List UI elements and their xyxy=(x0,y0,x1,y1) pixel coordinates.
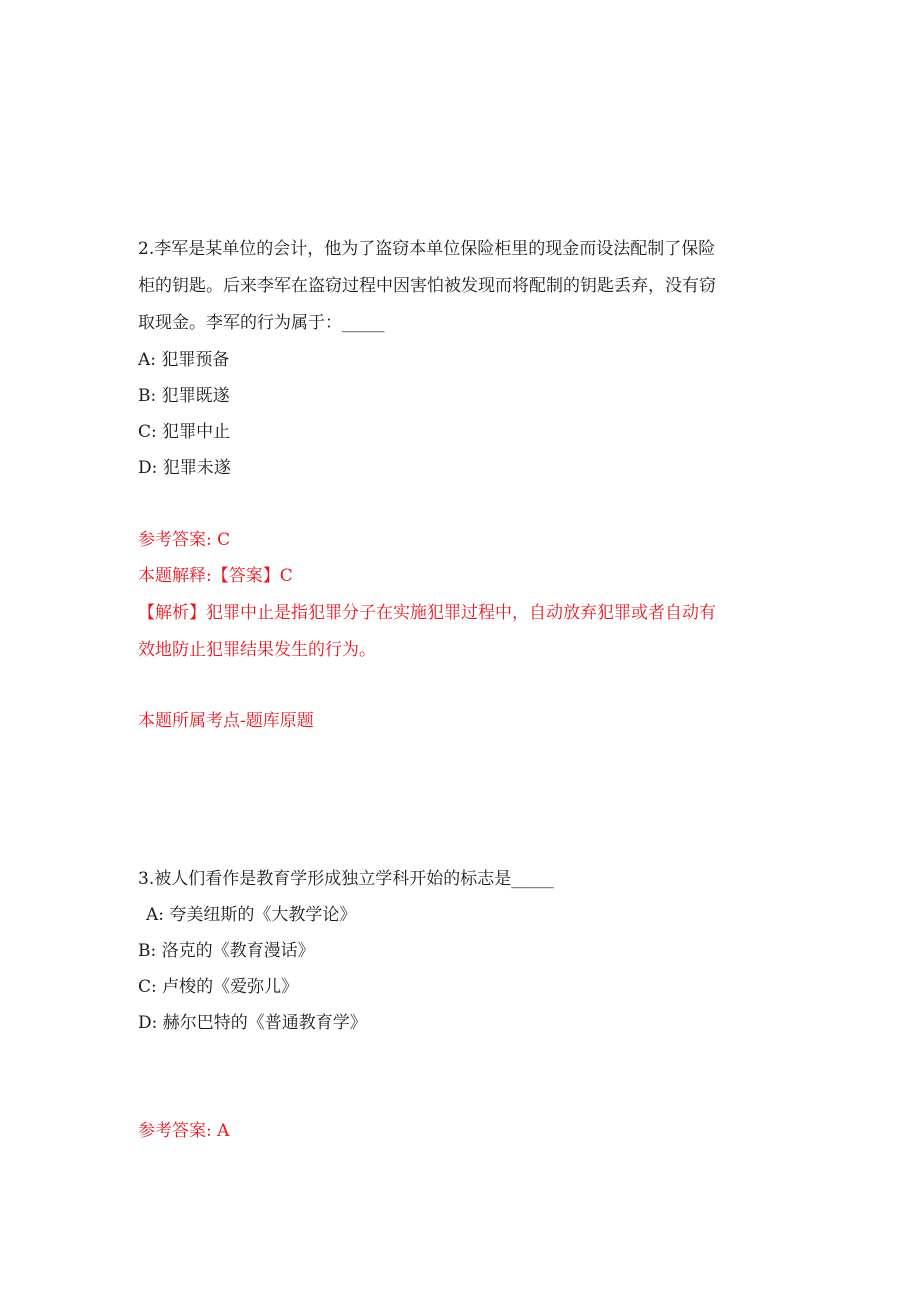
question-2-explanation-line-2: 效地防止犯罪结果发生的行为。 xyxy=(138,640,376,660)
question-3-stem: 3.被人们看作是教育学形成独立学科开始的标志是_____ xyxy=(138,869,554,889)
question-3-option-d: D: 赫尔巴特的《普通教育学》 xyxy=(138,1013,367,1033)
question-2-topic-text: 本题所属考点-题库原题 xyxy=(138,711,314,731)
question-3-answer xyxy=(138,1113,788,1149)
question-2-answer xyxy=(138,522,788,558)
question-2-stem-line-1: 2.李军是某单位的会计，他为了盗窃本单位保险柜里的现金而设法配制了保险 xyxy=(138,239,716,259)
question-2-stem-line-3: 取现金。李军的行为属于：_____ xyxy=(138,313,385,333)
question-2-topic xyxy=(138,703,788,739)
question-2-option-b: B: 犯罪既遂 xyxy=(138,386,230,406)
question-3 xyxy=(138,861,788,1041)
question-3-option-c: C: 卢梭的《爱弥儿》 xyxy=(138,977,299,997)
question-2 xyxy=(138,231,788,486)
question-3-option-b: B: 洛克的《教育漫话》 xyxy=(138,941,315,961)
question-2-option-a: A: 犯罪预备 xyxy=(138,350,230,370)
question-2-explanation-line-1: 【解析】犯罪中止是指犯罪分子在实施犯罪过程中，自动放弃犯罪或者自动有 xyxy=(138,603,716,623)
question-3-answer-text: 参考答案: A xyxy=(138,1121,230,1141)
question-3-option-a: A: 夸美纽斯的《大教学论》 xyxy=(146,905,357,925)
question-2-option-c: C: 犯罪中止 xyxy=(138,422,231,442)
question-2-answer-text: 参考答案: C xyxy=(138,530,231,550)
question-2-option-d: D: 犯罪未遂 xyxy=(138,458,231,478)
question-2-explanation-title: 本题解释:【答案】C xyxy=(138,566,293,586)
question-2-explanation xyxy=(138,558,788,669)
question-2-stem-line-2: 柜的钥匙。后来李军在盗窃过程中因害怕被发现而将配制的钥匙丢弃，没有窃 xyxy=(138,276,716,296)
